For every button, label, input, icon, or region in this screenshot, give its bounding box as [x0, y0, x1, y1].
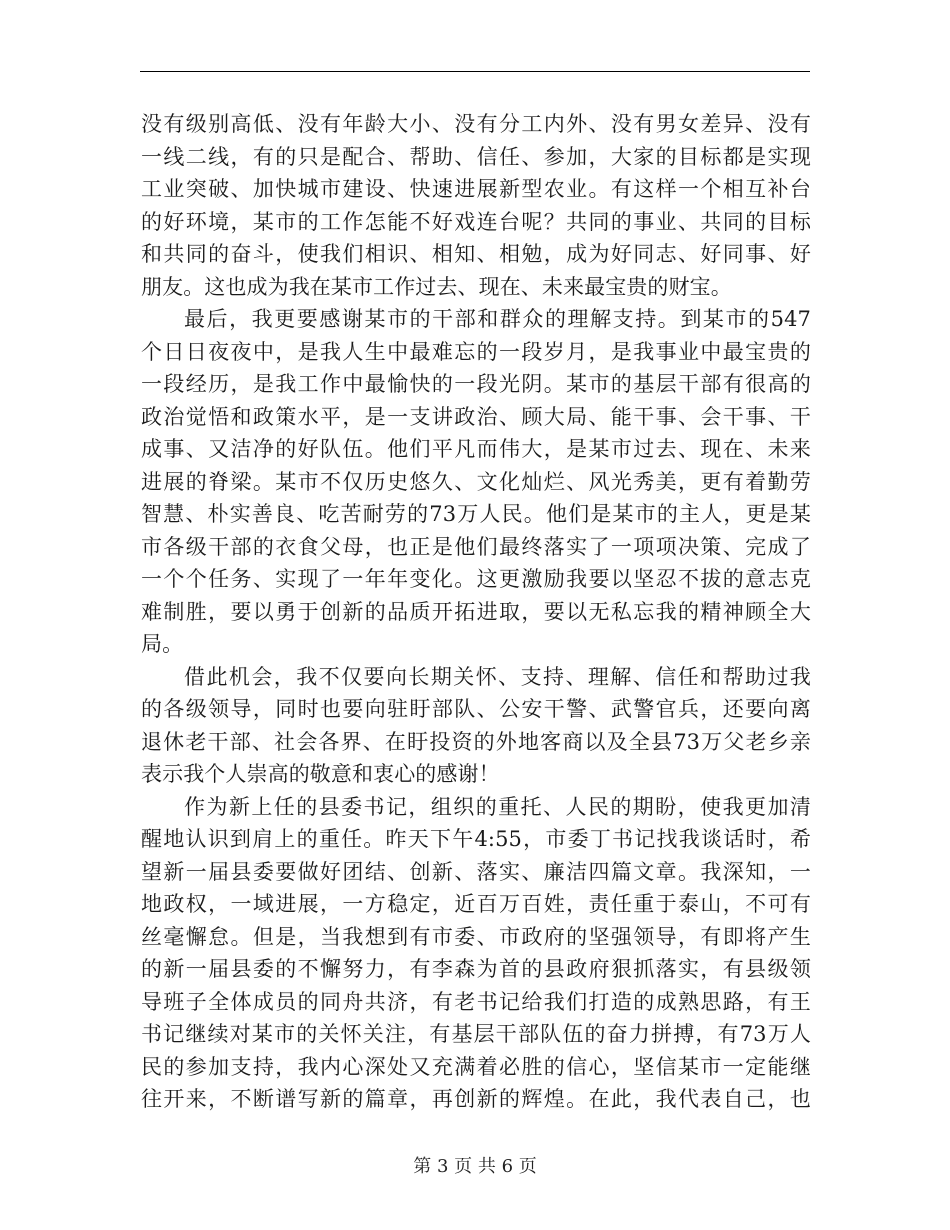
document-body: [141, 108, 811, 1116]
text-line: 的好环境，某市的工作怎能不好戏连台呢？共同的事业、共同的目标: [141, 209, 811, 234]
text-line: 和共同的奋斗，使我们相识、相知、相勉，成为好同志、好同事、好: [141, 242, 811, 266]
text-line: 一线二线，有的只是配合、帮助、信任、参加，大家的目标都是实现: [141, 144, 811, 169]
text-line: 智慧、朴实善良、吃苦耐劳的73万人民。他们是某市的主人，更是某: [141, 502, 811, 526]
text-line: 望新一届县委要做好团结、创新、落实、廉洁四篇文章。我深知，一: [141, 859, 811, 884]
page-number-footer: 第 3 页 共 6 页: [413, 1156, 537, 1177]
text-line: 民的参加支持，我内心深处又充满着必胜的信心，坚信某市一定能继: [141, 1054, 811, 1079]
text-line: 没有级别高低、没有年龄大小、没有分工内外、没有男女差异、没有: [141, 112, 811, 136]
text-line: 进展的脊梁。某市不仅历史悠久、文化灿烂、风光秀美，更有着勤劳: [141, 469, 811, 494]
text-line: 局。: [141, 632, 184, 656]
text-line: 朋友。这也成为我在某市工作过去、现在、未来最宝贵的财宝。: [141, 274, 732, 299]
text-line: 丝毫懈怠。但是，当我想到有市委、市政府的坚强领导，有即将产生: [141, 924, 811, 949]
text-line: 个日日夜夜中，是我人生中最难忘的一段岁月，是我事业中最宝贵的: [141, 339, 811, 364]
text-line: 作为新上任的县委书记，组织的重托、人民的期盼，使我更加清: [184, 794, 811, 819]
text-line: 的新一届县委的不懈努力，有李森为首的县政府狠抓落实，有县级领: [141, 957, 811, 981]
text-line: 难制胜，要以勇于创新的品质开拓进取，要以无私忘我的精神顾全大: [141, 599, 811, 624]
text-line: 政治觉悟和政策水平，是一支讲政治、顾大局、能干事、会干事、干: [141, 404, 811, 429]
text-line: 醒地认识到肩上的重任。昨天下午4:55，市委丁书记找我谈话时，希: [141, 827, 811, 851]
text-line: 工业突破、加快城市建设、快速进展新型农业。有这样一个相互补台: [141, 177, 811, 201]
text-line: 导班子全体成员的同舟共济，有老书记给我们打造的成熟思路，有王: [141, 989, 811, 1014]
text-line: 书记继续对某市的关怀关注，有基层干部队伍的奋力拼搏，有73万人: [141, 1022, 811, 1046]
text-line: 成事、又洁净的好队伍。他们平凡而伟大，是某市过去、现在、未来: [141, 437, 811, 461]
text-line: 表示我个人崇高的敬意和衷心的感谢！: [141, 762, 500, 786]
text-line: 的各级领导，同时也要向驻盱部队、公安干警、武警官兵，还要向离: [141, 697, 811, 721]
text-line: 一段经历，是我工作中最愉快的一段光阴。某市的基层干部有很高的: [141, 372, 811, 396]
text-line: 最后，我更要感谢某市的干部和群众的理解支持。到某市的547: [184, 307, 811, 331]
text-line: 一个个任务、实现了一年年变化。这更激励我要以坚忍不拔的意志克: [141, 567, 811, 591]
header-rule: [140, 71, 810, 72]
text-line: 往开来，不断谱写新的篇章，再创新的辉煌。在此，我代表自己，也: [141, 1087, 811, 1111]
text-line: 退休老干部、社会各界、在盱投资的外地客商以及全县73万父老乡亲: [141, 729, 811, 754]
text-line: 借此机会，我不仅要向长期关怀、支持、理解、信任和帮助过我: [184, 664, 811, 689]
text-line: 地政权，一域进展，一方稳定，近百万百姓，责任重于泰山，不可有: [141, 892, 811, 916]
text-line: 市各级干部的衣食父母，也正是他们最终落实了一项项决策、完成了: [141, 534, 811, 559]
